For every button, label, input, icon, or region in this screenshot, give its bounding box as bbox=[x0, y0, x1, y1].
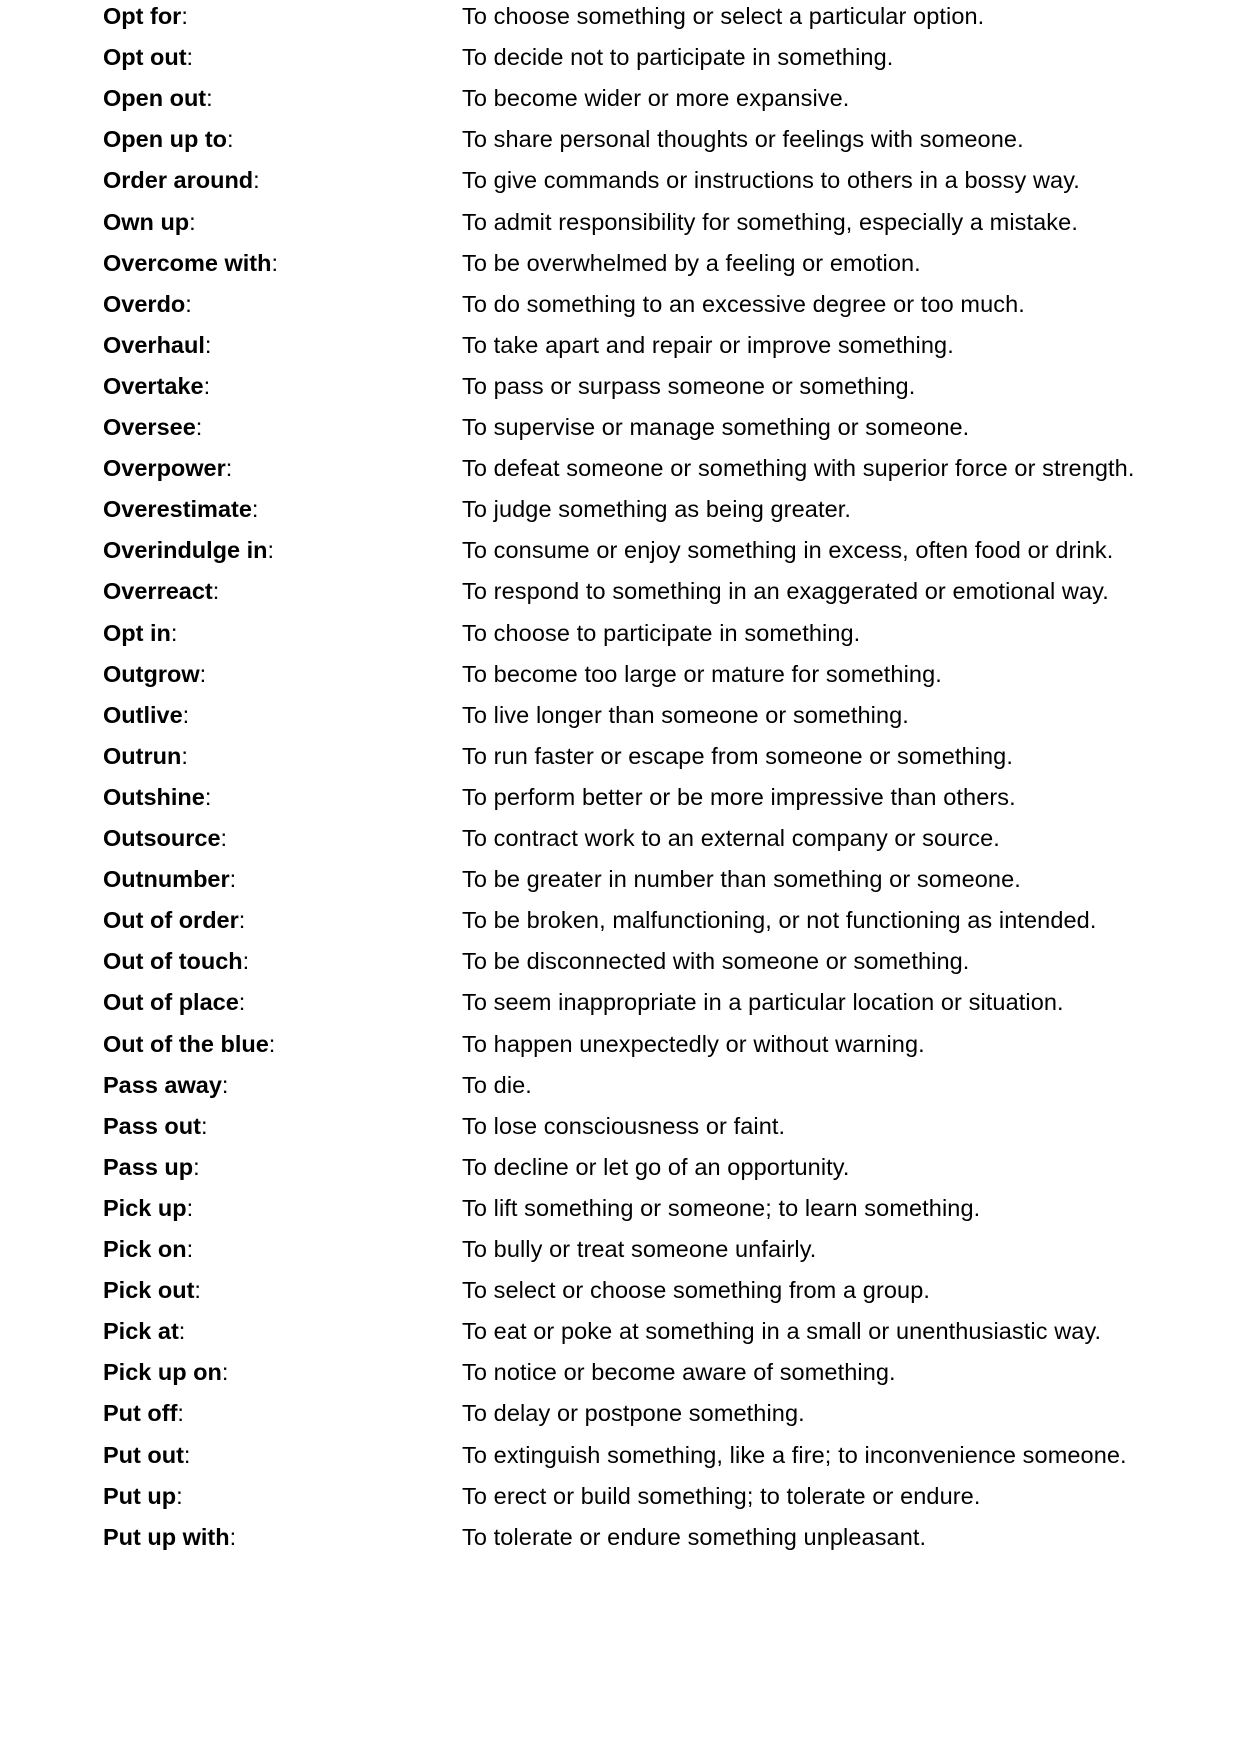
entry-term bbox=[103, 1316, 185, 1346]
entry-term bbox=[103, 1357, 228, 1387]
entry-term bbox=[103, 659, 206, 689]
entry-row bbox=[0, 1481, 1241, 1511]
entry-term-word: Out of order bbox=[103, 907, 239, 934]
entry-term-word: Pick on bbox=[103, 1236, 187, 1262]
entry-term bbox=[103, 1111, 207, 1141]
entry-row bbox=[0, 165, 1241, 195]
entry-term-word: Pass out bbox=[103, 1112, 201, 1139]
entry-term-colon: : bbox=[200, 1112, 208, 1139]
entry-term-colon: : bbox=[253, 167, 260, 194]
entry-term bbox=[103, 330, 211, 360]
entry-term bbox=[103, 412, 202, 442]
entry-definition: To become wider or more expansive. bbox=[462, 85, 850, 112]
entry-term bbox=[103, 576, 219, 606]
entry-term-colon: : bbox=[271, 249, 279, 276]
entry-definition: To lose consciousness or faint. bbox=[462, 1112, 786, 1139]
entry-term-word: Put up with bbox=[103, 1523, 230, 1550]
entry-term-colon: : bbox=[195, 414, 203, 440]
entry-row bbox=[0, 618, 1241, 648]
entry-definition: To consume or enjoy something in excess, often food or drink. bbox=[462, 537, 1114, 564]
entry-term bbox=[103, 248, 278, 278]
entry-definition: To be broken, malfunctioning, or not functioning as intended. bbox=[462, 907, 1097, 934]
entry-term-word: Pass away bbox=[103, 1071, 222, 1098]
entry-row bbox=[0, 1440, 1241, 1470]
entry-term bbox=[103, 453, 232, 483]
entry-row bbox=[0, 330, 1241, 360]
entry-term-colon: : bbox=[238, 989, 246, 1016]
entry-row bbox=[0, 124, 1241, 154]
entry-term bbox=[103, 1193, 193, 1223]
entry-term-word: Pick up bbox=[103, 1194, 187, 1221]
entry-term bbox=[103, 371, 210, 401]
entry-row bbox=[0, 576, 1241, 606]
entry-definition: To supervise or manage something or someone. bbox=[462, 414, 970, 440]
entry-definition: To be greater in number than something or someone. bbox=[462, 866, 1021, 893]
entry-term-colon: : bbox=[242, 948, 250, 975]
entry-definition: To take apart and repair or improve something. bbox=[462, 331, 954, 358]
entry-term bbox=[103, 1234, 193, 1264]
entry-row bbox=[0, 823, 1241, 853]
entry-row bbox=[0, 700, 1241, 730]
entry-row bbox=[0, 494, 1241, 524]
entry-row bbox=[0, 1316, 1241, 1346]
entry-term-word: Pick at bbox=[103, 1318, 179, 1345]
entry-row bbox=[0, 1, 1241, 31]
entry-term bbox=[103, 782, 211, 812]
entry-row bbox=[0, 1275, 1241, 1305]
entry-definition: To erect or build something; to tolerate or endure. bbox=[462, 1482, 981, 1509]
entry-term-word: Out of touch bbox=[103, 948, 243, 975]
entry-row bbox=[0, 1070, 1241, 1100]
entry-term-colon: : bbox=[268, 1030, 276, 1057]
entry-term-word: Overestimate bbox=[103, 496, 252, 523]
entry-row bbox=[0, 453, 1241, 483]
entry-row bbox=[0, 782, 1241, 812]
entry-definition: To respond to something in an exaggerated or emotional way. bbox=[462, 578, 1109, 605]
entry-term-colon: : bbox=[170, 619, 178, 646]
entry-term-colon: : bbox=[186, 1194, 194, 1221]
entry-term-word: Outrun bbox=[103, 742, 182, 769]
entry-term-colon: : bbox=[181, 742, 188, 769]
entry-row bbox=[0, 371, 1241, 401]
entry-row bbox=[0, 1029, 1241, 1059]
entry-term-colon: : bbox=[204, 331, 212, 358]
entry-term-colon: : bbox=[251, 496, 259, 523]
entry-term-word: Overhaul bbox=[103, 331, 205, 358]
entry-term bbox=[103, 618, 177, 648]
entry-row bbox=[0, 1152, 1241, 1182]
entry-term-word: Put off bbox=[103, 1400, 178, 1427]
entry-term-colon: : bbox=[227, 126, 234, 153]
entry-definition: To choose to participate in something. bbox=[462, 619, 861, 646]
entry-row bbox=[0, 946, 1241, 976]
entry-term bbox=[103, 165, 260, 195]
entry-term-colon: : bbox=[186, 1236, 194, 1262]
entry-term bbox=[103, 289, 192, 319]
entry-term-word: Outsource bbox=[103, 825, 221, 851]
entry-definition: To admit responsibility for something, especially a mistake. bbox=[462, 208, 1078, 235]
entry-definition: To lift something or someone; to learn something. bbox=[462, 1194, 981, 1221]
entry-term-colon: : bbox=[212, 578, 220, 605]
entry-term-word: Outgrow bbox=[103, 660, 200, 687]
entry-term bbox=[103, 83, 213, 113]
entry-term-word: Overtake bbox=[103, 372, 204, 399]
entry-term bbox=[103, 207, 196, 237]
entry-definition: To happen unexpectedly or without warning. bbox=[462, 1030, 925, 1057]
entry-term-word: Open out bbox=[103, 85, 207, 112]
entry-term-word: Overcome with bbox=[103, 249, 272, 276]
entry-definition: To perform better or be more impressive than others. bbox=[462, 783, 1016, 810]
entry-term-word: Open up to bbox=[103, 126, 228, 153]
entry-definition: To choose something or select a particular option. bbox=[462, 3, 985, 29]
entry-row bbox=[0, 905, 1241, 935]
entry-term-colon: : bbox=[178, 1318, 186, 1345]
entry-term-colon: : bbox=[221, 1359, 229, 1386]
entry-definition: To delay or postpone something. bbox=[462, 1400, 805, 1427]
entry-term-colon: : bbox=[229, 1523, 237, 1550]
entry-term bbox=[103, 1029, 275, 1059]
entry-term-word: Pass up bbox=[103, 1153, 194, 1180]
entry-term-colon: : bbox=[267, 537, 275, 564]
entry-definition: To select or choose something from a group. bbox=[462, 1277, 931, 1304]
entry-definition: To pass or surpass someone or something. bbox=[462, 372, 916, 399]
entry-definition: To bully or treat someone unfairly. bbox=[462, 1236, 817, 1262]
entry-definition: To defeat someone or something with superior force or strength. bbox=[462, 455, 1135, 482]
entry-row bbox=[0, 1398, 1241, 1428]
entry-term-colon: : bbox=[199, 660, 207, 687]
entry-definition: To judge something as being greater. bbox=[462, 496, 851, 523]
entry-term-word: Overdo bbox=[103, 290, 186, 317]
entry-definition: To share personal thoughts or feelings with someone. bbox=[462, 126, 1024, 153]
entry-term bbox=[103, 124, 234, 154]
entry-term bbox=[103, 700, 189, 730]
entry-term-word: Order around bbox=[103, 167, 254, 194]
entry-term-colon: : bbox=[181, 3, 188, 29]
entry-term-word: Put up bbox=[103, 1482, 177, 1509]
entry-row bbox=[0, 248, 1241, 278]
entry-row bbox=[0, 987, 1241, 1017]
entry-row bbox=[0, 1234, 1241, 1264]
entry-term-colon: : bbox=[203, 372, 211, 399]
entry-definition: To live longer than someone or something. bbox=[462, 701, 909, 728]
entry-term bbox=[103, 823, 227, 853]
entry-definition: To become too large or mature for something. bbox=[462, 660, 942, 687]
entry-row bbox=[0, 412, 1241, 442]
entry-term bbox=[103, 1070, 228, 1100]
entry-term-colon: : bbox=[183, 1441, 191, 1468]
entry-row bbox=[0, 741, 1241, 771]
entry-term-word: Overpower bbox=[103, 455, 226, 482]
entry-term bbox=[103, 1, 188, 31]
entry-term bbox=[103, 1481, 183, 1511]
entry-term-word: Outnumber bbox=[103, 866, 230, 893]
entry-row bbox=[0, 207, 1241, 237]
entry-row bbox=[0, 42, 1241, 72]
entry-term bbox=[103, 1440, 190, 1470]
entry-term-colon: : bbox=[176, 1482, 183, 1509]
entry-row bbox=[0, 1522, 1241, 1552]
entry-term-word: Pick up on bbox=[103, 1359, 222, 1386]
entry-term-colon: : bbox=[194, 1277, 201, 1304]
entry-term bbox=[103, 864, 236, 894]
entry-row bbox=[0, 1111, 1241, 1141]
entry-definition: To decline or let go of an opportunity. bbox=[462, 1153, 850, 1180]
entry-term-word: Put out bbox=[103, 1441, 184, 1468]
entry-definition: To extinguish something, like a fire; to inconvenience someone. bbox=[462, 1441, 1127, 1468]
entry-term-colon: : bbox=[221, 1071, 229, 1098]
entry-term-word: Opt in bbox=[103, 619, 171, 646]
entry-term bbox=[103, 494, 258, 524]
entry-term bbox=[103, 741, 188, 771]
entry-term bbox=[103, 535, 274, 565]
entry-definition: To notice or become aware of something. bbox=[462, 1359, 896, 1386]
entry-definition: To contract work to an external company or source. bbox=[462, 825, 1000, 851]
entry-term-colon: : bbox=[206, 85, 213, 112]
entry-term-colon: : bbox=[182, 701, 190, 728]
entry-definition: To run faster or escape from someone or something. bbox=[462, 742, 1013, 769]
entry-term-colon: : bbox=[229, 866, 237, 893]
entry-term-word: Oversee bbox=[103, 414, 196, 440]
entry-term bbox=[103, 1522, 236, 1552]
entry-definition: To seem inappropriate in a particular location or situation. bbox=[462, 989, 1064, 1016]
entry-term-colon: : bbox=[220, 825, 228, 851]
entry-term-word: Out of place bbox=[103, 989, 239, 1016]
entry-term-word: Opt for bbox=[103, 3, 182, 29]
entry-term-word: Overindulge in bbox=[103, 537, 268, 564]
entry-term bbox=[103, 905, 245, 935]
entry-term bbox=[103, 1275, 201, 1305]
entry-term bbox=[103, 1152, 200, 1182]
entry-definition: To eat or poke at something in a small or unenthusiastic way. bbox=[462, 1318, 1102, 1345]
entry-term bbox=[103, 42, 193, 72]
entry-term-word: Opt out bbox=[103, 44, 187, 71]
entry-definition: To decide not to participate in something. bbox=[462, 44, 894, 71]
entry-term-colon: : bbox=[204, 783, 212, 810]
entry-row bbox=[0, 1357, 1241, 1387]
entry-term-colon: : bbox=[177, 1400, 184, 1427]
entry-term-word: Own up bbox=[103, 208, 190, 235]
entry-row bbox=[0, 83, 1241, 113]
entry-term-colon: : bbox=[185, 290, 192, 317]
entry-term bbox=[103, 1398, 184, 1428]
entry-term-colon: : bbox=[238, 907, 246, 934]
entry-definition: To give commands or instructions to others in a bossy way. bbox=[462, 167, 1080, 194]
entry-row bbox=[0, 659, 1241, 689]
entry-row bbox=[0, 1193, 1241, 1223]
entry-term-word: Overreact bbox=[103, 578, 213, 605]
entry-definition: To do something to an excessive degree or too much. bbox=[462, 290, 1025, 317]
entry-definition: To be disconnected with someone or something. bbox=[462, 948, 970, 975]
entry-term-word: Pick out bbox=[103, 1277, 195, 1304]
entry-definition: To tolerate or endure something unpleasant. bbox=[462, 1523, 927, 1550]
entry-term-word: Out of the blue bbox=[103, 1030, 269, 1057]
entry-term-colon: : bbox=[193, 1153, 200, 1180]
entry-term-word: Outshine bbox=[103, 783, 205, 810]
entry-term-word: Outlive bbox=[103, 701, 183, 728]
entry-row bbox=[0, 289, 1241, 319]
entry-definition: To be overwhelmed by a feeling or emotion. bbox=[462, 249, 921, 276]
entry-term-colon: : bbox=[189, 208, 196, 235]
entry-term-colon: : bbox=[225, 455, 233, 482]
entry-definition: To die. bbox=[462, 1071, 532, 1098]
entry-term bbox=[103, 946, 249, 976]
entry-row bbox=[0, 864, 1241, 894]
entry-term-colon: : bbox=[186, 44, 194, 71]
entry-row bbox=[0, 535, 1241, 565]
entry-term bbox=[103, 987, 245, 1017]
